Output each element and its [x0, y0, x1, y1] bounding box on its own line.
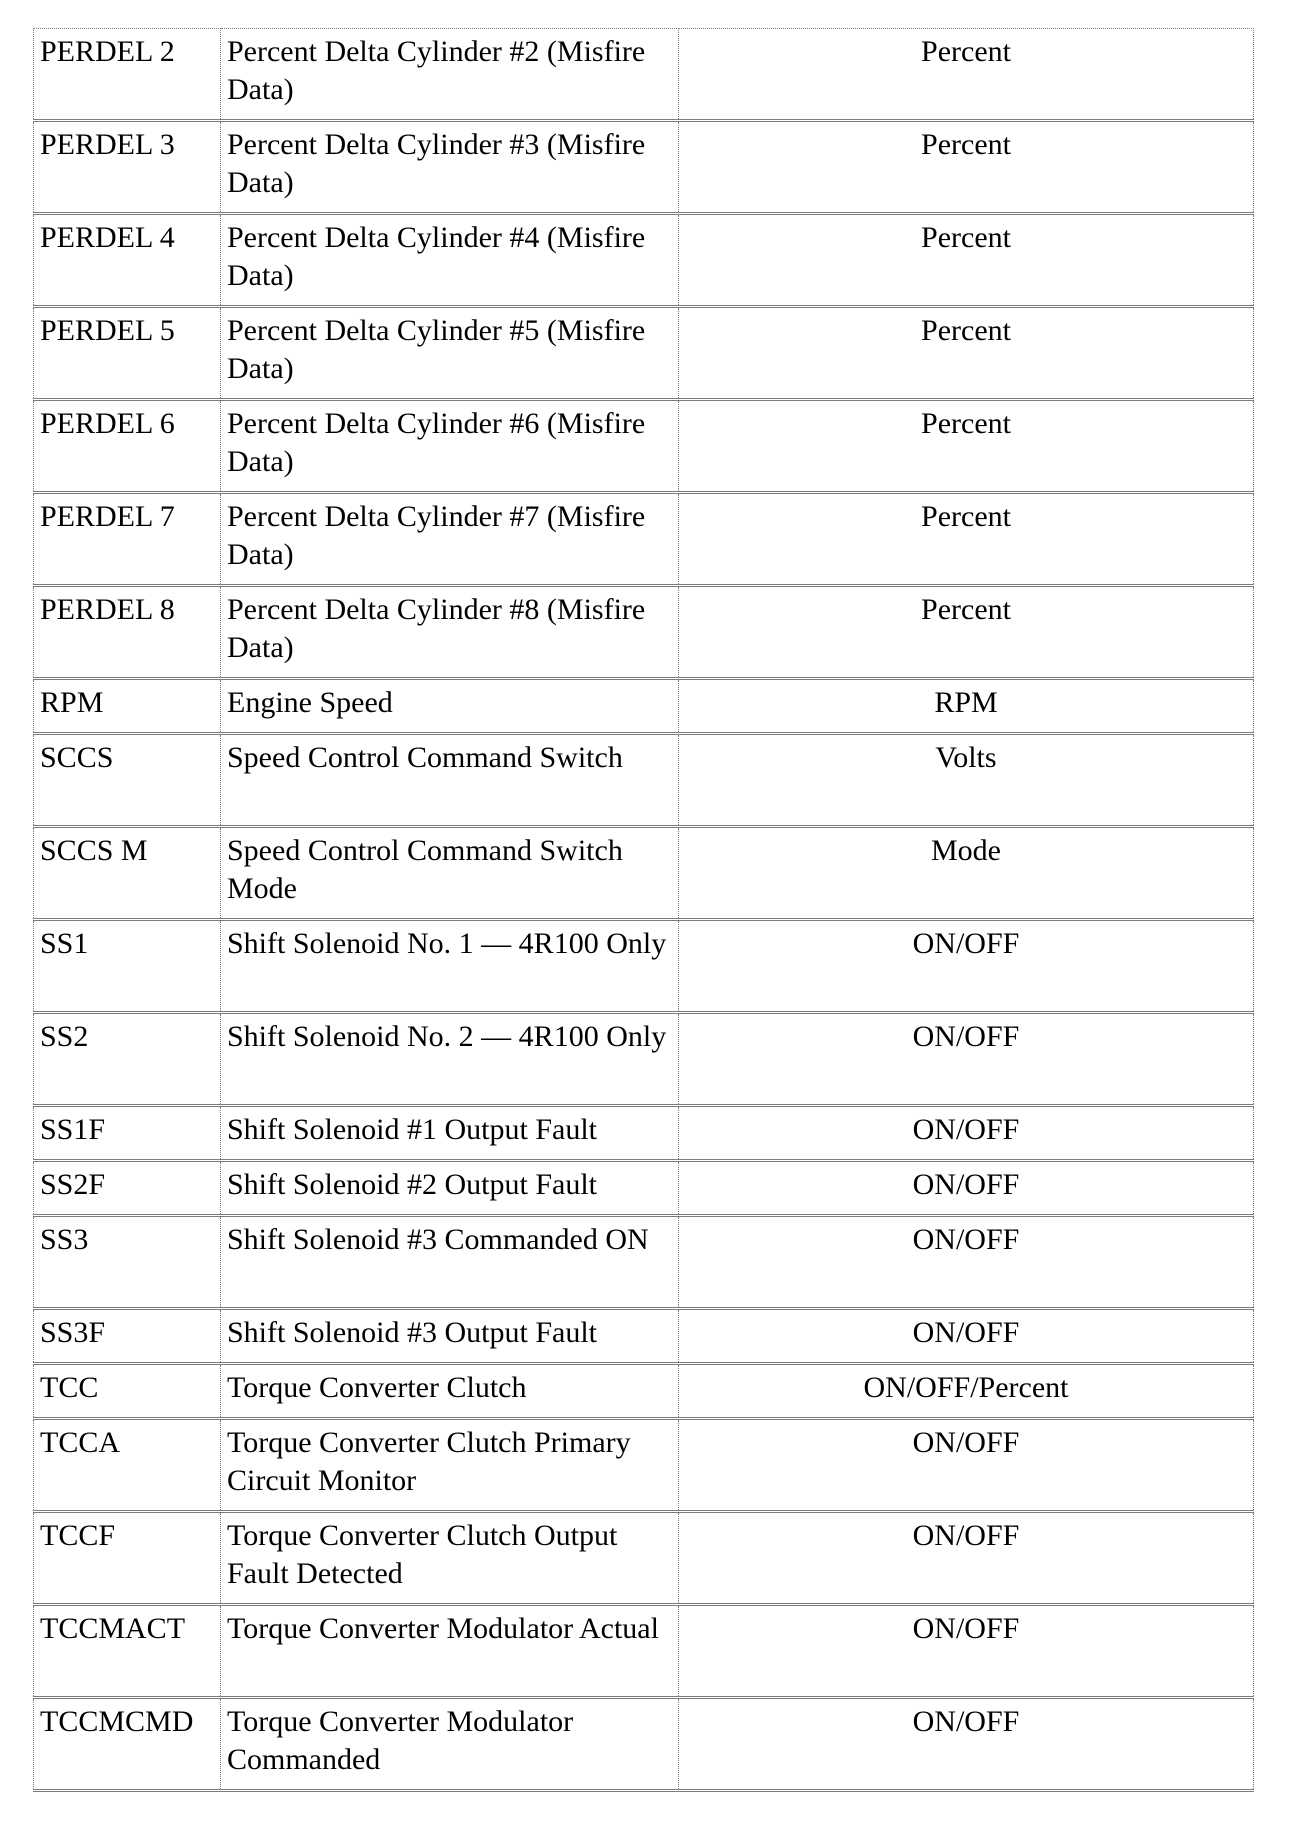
pid-code: TCC: [34, 1364, 221, 1419]
pid-code: PERDEL 7: [34, 493, 221, 586]
pid-unit: ON/OFF: [679, 1106, 1254, 1161]
pid-unit: Percent: [679, 214, 1254, 307]
table-row: [34, 1605, 1254, 1698]
table-row: [34, 400, 1254, 493]
pid-unit: Mode: [679, 827, 1254, 920]
pid-description: Shift Solenoid #2 Output Fault: [221, 1161, 679, 1216]
pid-unit: Percent: [679, 493, 1254, 586]
pid-unit: ON/OFF: [679, 1698, 1254, 1791]
pid-unit: ON/OFF: [679, 1309, 1254, 1364]
table-row: [34, 1698, 1254, 1791]
pid-description: Percent Delta Cylinder #4 (Misfire Data): [221, 214, 679, 307]
pid-description: Shift Solenoid No. 2 — 4R100 Only: [221, 1013, 679, 1106]
pid-code: SS1F: [34, 1106, 221, 1161]
pid-unit: ON/OFF: [679, 1605, 1254, 1698]
pid-code: SS1: [34, 920, 221, 1013]
table-row: [34, 29, 1254, 121]
table-row: [34, 1013, 1254, 1106]
pid-unit: Percent: [679, 307, 1254, 400]
pid-unit: Volts: [679, 734, 1254, 827]
pid-code: TCCA: [34, 1419, 221, 1512]
pid-table-container: [33, 28, 1253, 1792]
pid-code: PERDEL 4: [34, 214, 221, 307]
table-row: [34, 214, 1254, 307]
pid-unit: Percent: [679, 29, 1254, 121]
pid-description: Shift Solenoid #1 Output Fault: [221, 1106, 679, 1161]
table-row: [34, 734, 1254, 827]
pid-code: PERDEL 5: [34, 307, 221, 400]
pid-description: Percent Delta Cylinder #7 (Misfire Data): [221, 493, 679, 586]
pid-code: TCCMACT: [34, 1605, 221, 1698]
pid-unit: Percent: [679, 400, 1254, 493]
table-row: [34, 586, 1254, 679]
table-row: [34, 1364, 1254, 1419]
pid-description: Torque Converter Clutch Primary Circuit Monitor: [221, 1419, 679, 1512]
pid-unit: ON/OFF: [679, 1419, 1254, 1512]
table-row: [34, 1512, 1254, 1605]
table-row: [34, 1106, 1254, 1161]
pid-description: Percent Delta Cylinder #3 (Misfire Data): [221, 121, 679, 214]
pid-code: PERDEL 6: [34, 400, 221, 493]
pid-unit: Percent: [679, 121, 1254, 214]
pid-code: SS2: [34, 1013, 221, 1106]
pid-description: Percent Delta Cylinder #6 (Misfire Data): [221, 400, 679, 493]
pid-unit: ON/OFF: [679, 1161, 1254, 1216]
pid-description: Percent Delta Cylinder #8 (Misfire Data): [221, 586, 679, 679]
pid-description: Torque Converter Modulator Actual: [221, 1605, 679, 1698]
pid-code: SS2F: [34, 1161, 221, 1216]
pid-description: Speed Control Command Switch Mode: [221, 827, 679, 920]
table-row: [34, 920, 1254, 1013]
pid-unit: Percent: [679, 586, 1254, 679]
pid-code: SCCS M: [34, 827, 221, 920]
pid-table: [33, 28, 1254, 1792]
table-row: [34, 121, 1254, 214]
table-row: [34, 1216, 1254, 1309]
pid-code: PERDEL 2: [34, 29, 221, 121]
pid-description: Shift Solenoid #3 Output Fault: [221, 1309, 679, 1364]
pid-unit: ON/OFF: [679, 1512, 1254, 1605]
table-row: [34, 1419, 1254, 1512]
pid-unit: ON/OFF: [679, 1216, 1254, 1309]
pid-code: RPM: [34, 679, 221, 734]
pid-code: TCCF: [34, 1512, 221, 1605]
pid-code: SS3: [34, 1216, 221, 1309]
table-row: [34, 679, 1254, 734]
pid-description: Percent Delta Cylinder #5 (Misfire Data): [221, 307, 679, 400]
pid-code: TCCMCMD: [34, 1698, 221, 1791]
pid-code: SS3F: [34, 1309, 221, 1364]
pid-description: Speed Control Command Switch: [221, 734, 679, 827]
pid-description: Percent Delta Cylinder #2 (Misfire Data): [221, 29, 679, 121]
pid-description: Engine Speed: [221, 679, 679, 734]
pid-code: PERDEL 8: [34, 586, 221, 679]
table-row: [34, 1161, 1254, 1216]
table-row: [34, 493, 1254, 586]
pid-description: Torque Converter Clutch: [221, 1364, 679, 1419]
table-row: [34, 307, 1254, 400]
pid-unit: ON/OFF: [679, 920, 1254, 1013]
table-row: [34, 1309, 1254, 1364]
pid-description: Shift Solenoid No. 1 — 4R100 Only: [221, 920, 679, 1013]
pid-description: Torque Converter Clutch Output Fault Detected: [221, 1512, 679, 1605]
pid-unit: RPM: [679, 679, 1254, 734]
pid-unit: ON/OFF/Percent: [679, 1364, 1254, 1419]
pid-code: SCCS: [34, 734, 221, 827]
pid-description: Shift Solenoid #3 Commanded ON: [221, 1216, 679, 1309]
pid-description: Torque Converter Modulator Commanded: [221, 1698, 679, 1791]
table-row: [34, 827, 1254, 920]
pid-unit: ON/OFF: [679, 1013, 1254, 1106]
pid-code: PERDEL 3: [34, 121, 221, 214]
